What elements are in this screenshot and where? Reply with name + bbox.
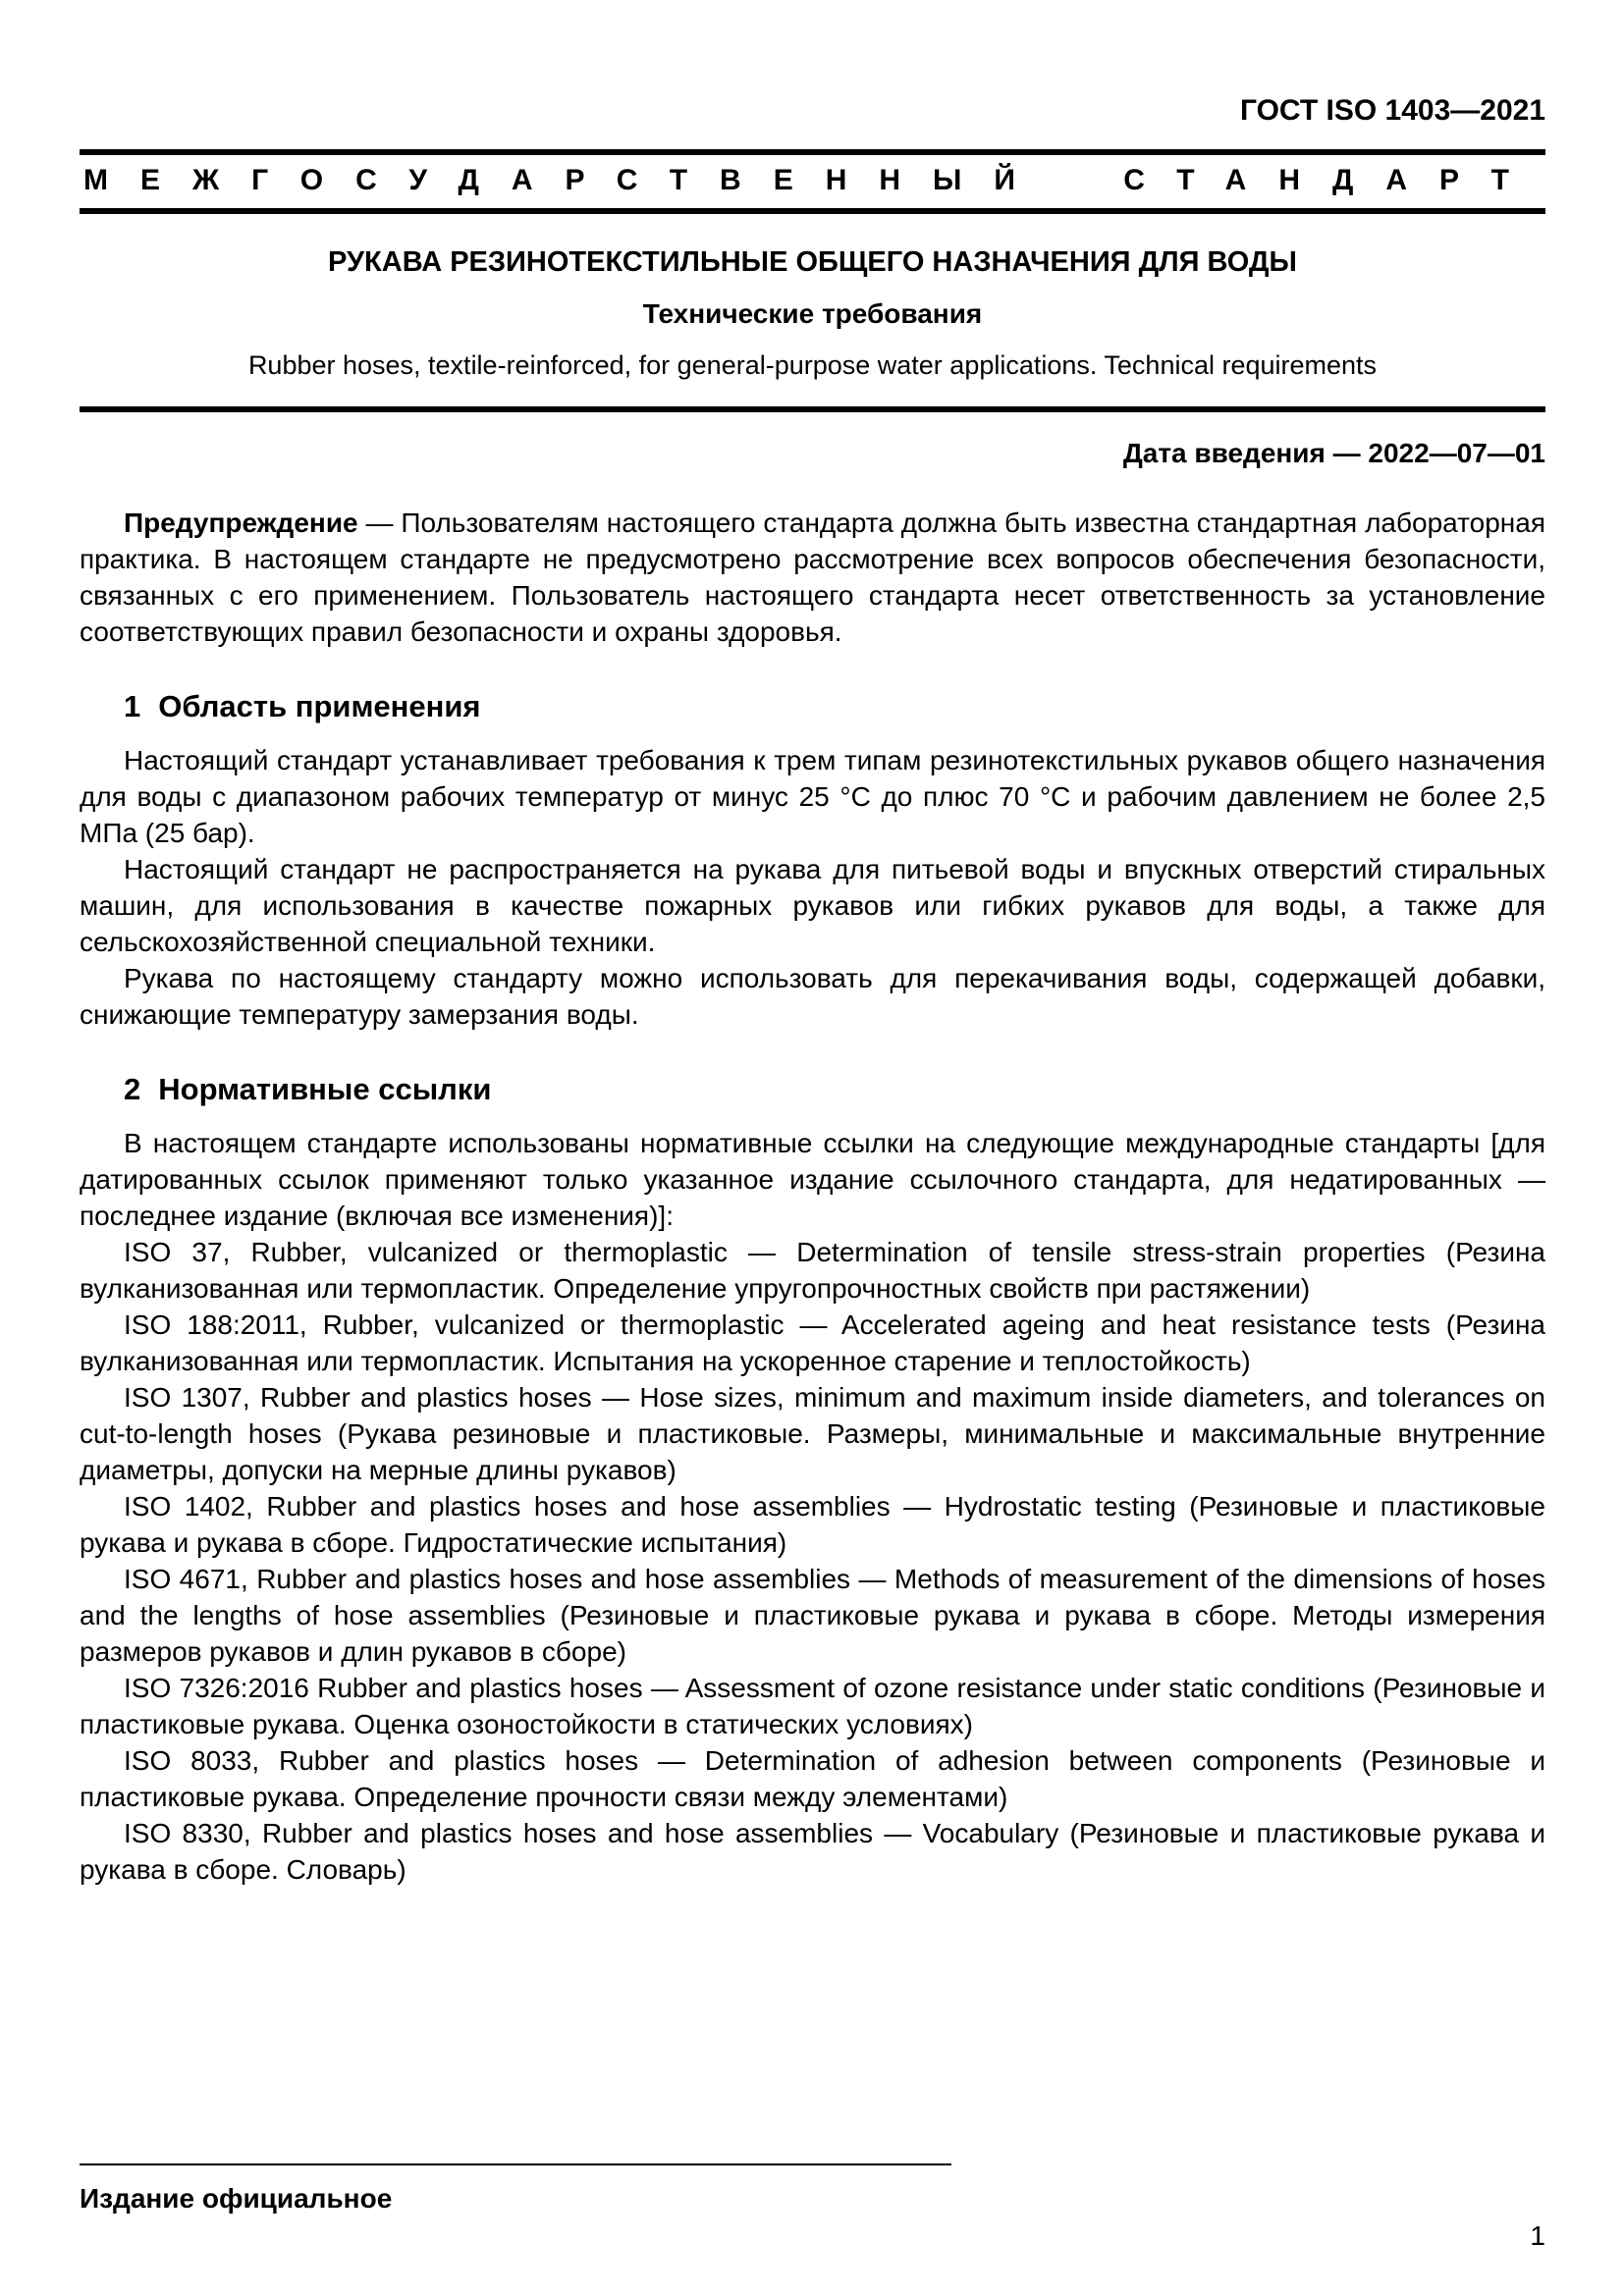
reference-item: ISO 1307, Rubber and plastics hoses — Hose sizes, minimum and maximum inside diameters, and tolerances on cut-to-length hoses (Рукава резиновые и пластиковые. Размеры, минимальные и максимальные внутренние диаметры, допуски на мерные длины рукавов) xyxy=(80,1382,1545,1485)
scope-paragraph: Настоящий стандарт устанавливает требования к трем типам резинотекстильных рукавов общего назначения для воды с диапазоном рабочих температур от минус 25 °С до плюс 70 °С и рабочим давлением не более 2,5 МПа (25 бар). xyxy=(80,745,1545,848)
effective-date: Дата введения — 2022—07—01 xyxy=(1122,438,1545,468)
reference-item: ISO 37, Rubber, vulcanized or thermoplastic — Determination of tensile stress-strain properties (Резина вулканизованная или термопластик. Определение упругопрочностных свойств при растяжении) xyxy=(80,1237,1545,1304)
scope-paragraph: Рукава по настоящему стандарту можно использовать для перекачивания воды, содержащей добавки, снижающие температуру замерзания воды. xyxy=(80,963,1545,1030)
reference-item: ISO 8033, Rubber and plastics hoses — Determination of adhesion between components (Резиновые и пластиковые рукава. Определение прочности связи между элементами) xyxy=(80,1745,1545,1812)
reference-item: ISO 8330, Rubber and plastics hoses and hose assemblies — Vocabulary (Резиновые и пластиковые рукава и рукава в сборе. Словарь) xyxy=(80,1818,1545,1885)
separator-rule xyxy=(80,406,1545,412)
section-1-heading xyxy=(80,689,1545,724)
section-1-title: Область применения xyxy=(158,689,481,723)
doc-number: ГОСТ ISO 1403—2021 xyxy=(1239,94,1545,127)
reference-item: ISO 4671, Rubber and plastics hoses and hose assemblies — Methods of measurement of the dimensions of hoses and the lengths of hose assemblies (Резиновые и пластиковые рукава и рукава в сборе. Методы измерения размеров рукавов и длин рукавов в сборе) xyxy=(80,1564,1545,1667)
footer-rule xyxy=(80,2163,951,2165)
reference-item: ISO 188:2011, Rubber, vulcanized or thermoplastic — Accelerated ageing and heat resistance tests (Резина вулканизованная или термопластик. Испытания на ускоренное старение и теплостойкость) xyxy=(80,1309,1545,1376)
edition-note: Издание официальное xyxy=(80,2183,393,2214)
reference-item: ISO 1402, Rubber and plastics hoses and hose assemblies — Hydrostatic testing (Резиновые и пластиковые рукава и рукава в сборе. Гидростатические испытания) xyxy=(80,1491,1545,1558)
references-intro: В настоящем стандарте использованы нормативные ссылки на следующие международные стандарты [для датированных ссылок применяют только указанное издание ссылочного стандарта, для недатированных — последнее издание (включая все изменения)]: xyxy=(80,1128,1545,1231)
section-2-heading xyxy=(80,1072,1545,1107)
section-1-number: 1 xyxy=(124,689,141,723)
document-title-ru: РУКАВА РЕЗИНОТЕКСТИЛЬНЫЕ ОБЩЕГО НАЗНАЧЕНИЯ ДЛЯ ВОДЫ xyxy=(328,246,1297,278)
warning-text: — Пользователям настоящего стандарта должна быть известна стандартная лабораторная практика. В настоящем стандарте не предусмотрено рассмотрение всех вопросов обеспечения безопасности, связанных с его применением. Пользователь настоящего стандарта несет ответственность за установление соответствующих правил безопасности и охраны здоровья. xyxy=(80,507,1545,647)
standard-type-banner: МЕЖГОСУДАРСТВЕННЫЙ СТАНДАРТ xyxy=(80,149,1545,214)
document-title-en: Rubber hoses, textile-reinforced, for general-purpose water applications. Technical requirements xyxy=(247,350,1378,380)
page-footer xyxy=(80,2163,1545,2215)
reference-item: ISO 7326:2016 Rubber and plastics hoses — Assessment of ozone resistance under static conditions (Резиновые и пластиковые рукава. Оценка озоностойкости в статических условиях) xyxy=(80,1673,1545,1739)
scope-paragraph: Настоящий стандарт не распространяется на рукава для питьевой воды и впускных отверстий стиральных машин, для использования в качестве пожарных рукавов или гибких рукавов для воды, а также для сельскохозяйственной специальной техники. xyxy=(80,854,1545,957)
document-subtitle-ru: Технические требования xyxy=(642,298,983,329)
page-content xyxy=(80,0,1545,1888)
warning-paragraph xyxy=(80,505,1545,650)
warning-label: Предупреждение xyxy=(124,507,358,538)
section-2-title: Нормативные ссылки xyxy=(158,1072,492,1106)
section-2-number: 2 xyxy=(124,1072,141,1106)
page-number: 1 xyxy=(1530,2220,1545,2251)
